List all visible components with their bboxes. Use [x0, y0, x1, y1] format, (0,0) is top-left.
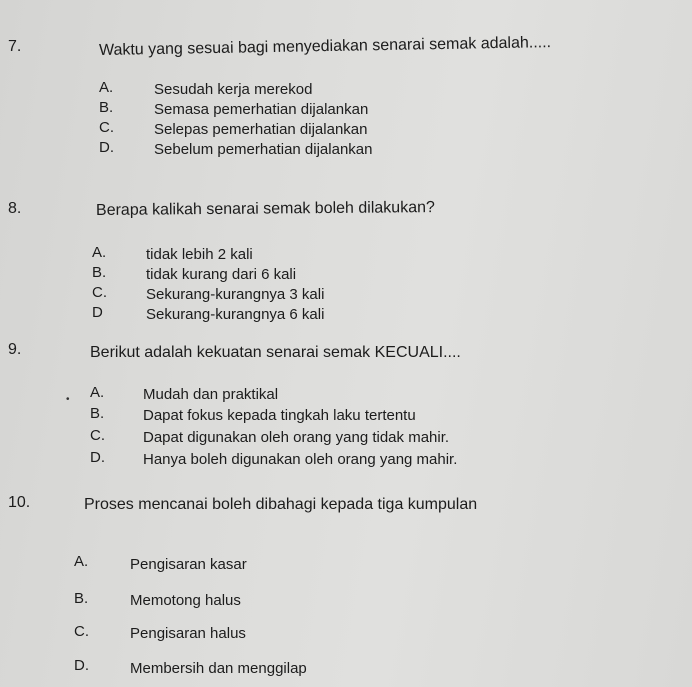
question-number: 8.	[8, 200, 22, 217]
option-letter: A.	[74, 553, 89, 570]
option-letter: D.	[74, 657, 89, 674]
option-text: Pengisaran halus	[130, 625, 246, 642]
option-letter: C.	[90, 427, 105, 444]
question-text: Berapa kalikah senarai semak boleh dilakukan?	[95, 199, 435, 219]
question-text: Proses mencanai boleh dibahagi kepada tiga kumpulan	[84, 496, 478, 513]
option-letter: A.	[92, 244, 107, 261]
option-letter: D	[92, 304, 103, 321]
option-letter: C.	[99, 119, 114, 136]
option-text: Dapat fokus kepada tingkah laku tertentu	[143, 407, 416, 424]
option-text: Mudah dan praktikal	[143, 386, 279, 403]
option-text: Sesudah kerja merekod	[154, 81, 313, 98]
option-text: Semasa pemerhatian dijalankan	[154, 101, 369, 118]
option-text: tidak kurang dari 6 kali	[146, 266, 297, 283]
option-letter: A.	[90, 384, 105, 401]
option-letter: B.	[99, 99, 114, 116]
option-letter: A.	[99, 79, 114, 96]
option-letter: D.	[90, 449, 105, 466]
option-letter: D.	[99, 139, 114, 156]
option-text: Hanya boleh digunakan oleh orang yang mahir.	[143, 451, 458, 468]
option-text: Dapat digunakan oleh orang yang tidak mahir.	[143, 429, 450, 446]
option-text: tidak lebih 2 kali	[146, 246, 253, 263]
option-text: Selepas pemerhatian dijalankan	[154, 121, 368, 138]
option-letter: B.	[74, 590, 89, 607]
option-letter: B.	[92, 264, 107, 281]
option-letter: C.	[92, 284, 107, 301]
option-text: Pengisaran kasar	[130, 556, 247, 573]
question-number: 7.	[8, 38, 22, 55]
question-text: Waktu yang sesuai bagi menyediakan senarai semak adalah.....	[98, 34, 552, 59]
stray-mark: •	[66, 394, 70, 405]
option-letter: C.	[74, 623, 89, 640]
option-letter: B.	[90, 405, 105, 422]
question-number: 10.	[8, 494, 31, 511]
option-text: Sebelum pemerhatian dijalankan	[154, 141, 373, 158]
question-text: Berikut adalah kekuatan senarai semak KECUALI....	[90, 344, 461, 361]
option-text: Membersih dan menggilap	[130, 660, 307, 677]
question-number: 9.	[8, 341, 22, 358]
option-text: Sekurang-kurangnya 3 kali	[146, 286, 325, 303]
option-text: Memotong halus	[130, 592, 241, 609]
option-text: Sekurang-kurangnya 6 kali	[146, 306, 325, 323]
